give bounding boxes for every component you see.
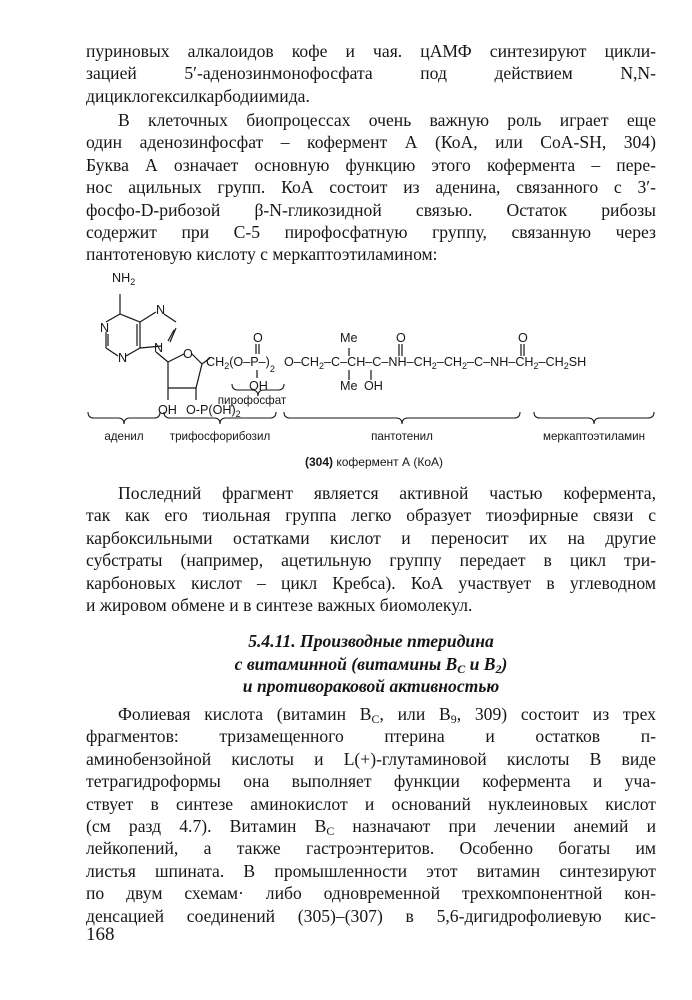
atom-n3: N [118,351,128,365]
paragraph-2 [86,109,656,266]
amide-oxygen-2: O [518,331,528,345]
heading-line: 5.4.11. Производные птеридина [248,631,494,651]
ch2-group: $CH_2(O-P-)_2$ [206,355,275,374]
label-pyrophosphate: пирофосфат [217,394,287,407]
text-line: карбоновых кислот – цикл Кребса). КоА участвует в углеводном [86,572,656,593]
text-line: листья шпината. В промышленности этот витамин синтезируют [86,860,656,881]
text-line: фрагментов: тризамещенного птерина и остатков п- [86,726,656,747]
o-ch2-group: $O-CH_2-C-CH-C-NH-CH_2-CH_2-C-NH-CH_2-CH_2SH$ [284,355,587,371]
text-line: субстраты (например, ацетильную группу передает в цикл три- [86,550,656,571]
phosphate-oxygen: O [253,331,263,345]
phosphate-oh: OH [249,379,268,393]
label-triphosphoribosyl: трифосфорибозил [169,430,271,443]
text-line: так как его тиольная группа легко образует тиоэфирные связи с [86,505,656,526]
methyl-top: Me [340,331,358,345]
atom-n9: N [154,341,164,355]
text-line: по двум схемам· либо одновременной трехкомпонентной кон- [86,883,656,904]
text-line: фосфо-D-рибозой β-N-гликозидной связью. Остаток рибозы [86,199,656,220]
text-line: и жировом обмене и в синтезе важных биомолекул. [86,595,473,616]
coenzyme-a-structure [0,262,692,480]
heading-line: с витаминной (витамины $B_C$ и $B_2$) [234,653,508,676]
atom-n1: N [100,321,110,335]
structure-caption: (304) кофермент А (КоА) [304,455,444,469]
text-line: дициклогексилкарбодиимида. [86,85,310,106]
text-line: пантотеновую кислоту с меркаптоэтиламином: [86,244,438,265]
text-line: лейкопений, а также гастроэнтеритов. Особенно богаты им [86,838,656,859]
text-line: (см разд 4.7). Витамин $B_C$ назначают при лечении анемий и [86,816,656,839]
text-line: карбоксильными остатками кислот и переносит их на другие [86,527,656,548]
text-line: один аденозинфосфат – кофермент А (КоА, или CoA-SH, 304) [86,132,656,153]
text-line: содержит при С-5 пирофосфатную группу, связанную через [86,222,656,243]
methyl-bottom: Me [340,379,358,393]
paragraph-1 [86,40,656,107]
ribose-oxygen: O [183,347,193,361]
text-line: аминобензойной кислоты и L(+)-глутаминовой кислоты В виде [86,748,656,769]
text-line: В клеточных биопроцессах очень важную роль играет еще [118,110,656,130]
text-line: пуриновых алкалоидов кофе и чая. цАМФ синтезируют цикли- [86,41,656,61]
atom-n7: N [156,303,166,317]
text-line: нос ацильных групп. КоА состоит из аденина, связанного с 3′- [86,177,656,198]
text-line: Буква А означает основную функцию этого кофермента – пере- [86,154,656,175]
ribose-phosphate: $O-P(OH)_2$ [186,403,241,419]
heading-line: и противораковой активностью [242,676,500,697]
page-number: 168 [86,924,115,945]
text-line: Последний фрагмент является активной частью кофермента, [118,483,656,503]
chain-oh: OH [364,379,383,393]
text-line: ствует в синтезе аминокислот и оснований нуклеиновых кислот [86,793,656,814]
amide-oxygen-1: O [396,331,406,345]
paragraph-3 [86,482,656,616]
section-heading [86,630,656,698]
text-line: тетрагидроформы она выполняет функции кофермента и уча- [86,771,656,792]
label-pantothenyl: пантотенил [371,430,433,443]
label-mercaptoethylamine: меркаптоэтиламин [542,430,646,443]
text-line: зацией 5′-аденозинмонофосфата под действием N,N- [86,63,656,84]
label-adenyl: аденил [104,430,144,443]
text-line: Фолиевая кислота (витамин $B_C$, или $B_9$, 309) состоит из трех [118,704,656,726]
nh2-group: $NH_2$ [112,271,136,287]
ribose-oh: OH [158,403,177,417]
text-line: денсацией соединений (305)–(307) в 5,6-дигидрофолиевую кис- [86,905,656,926]
paragraph-4 [86,703,656,927]
